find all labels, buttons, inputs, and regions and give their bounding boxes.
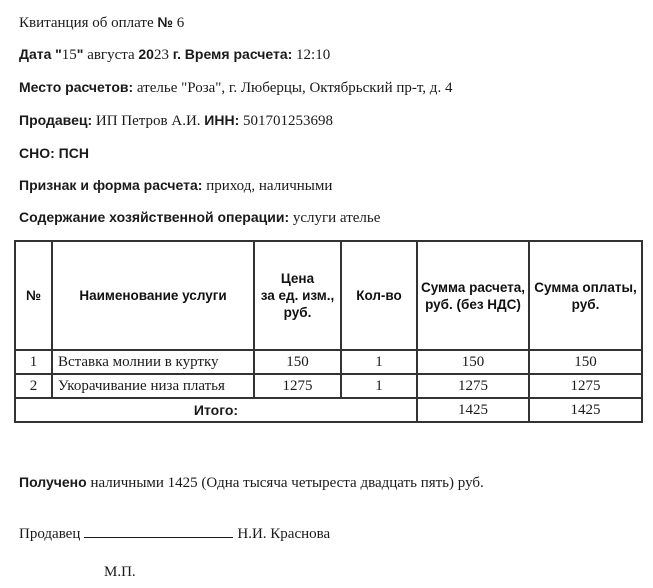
operation-value: услуги ателье — [292, 210, 381, 226]
received-label: Получено — [19, 474, 87, 490]
signature-label: Продавец — [19, 526, 81, 542]
cell-sum-paid: 1275 — [529, 374, 642, 398]
time-label: Время расчета: — [184, 46, 293, 62]
cell-qty: 1 — [341, 350, 417, 374]
date-line — [19, 45, 330, 64]
signature-field — [84, 523, 233, 538]
seller-value: ИП Петров А.И. — [95, 113, 201, 129]
date-day: "15" — [55, 46, 84, 63]
stamp-label: М.П. — [104, 564, 136, 580]
place-label: Место расчетов: — [19, 79, 134, 95]
title-prefix: Квитанция об оплате — [19, 15, 154, 31]
number-sign: № — [157, 14, 173, 30]
seller-label: Продавец: — [19, 112, 93, 128]
header-name: Наименование услуги — [52, 241, 254, 350]
table-header-row — [15, 241, 642, 350]
date-month: августа — [87, 47, 135, 63]
total-label: Итого: — [15, 398, 417, 422]
header-price: Цена за ед. изм., руб. — [254, 241, 341, 350]
payment-type-label: Признак и форма расчета: — [19, 177, 203, 193]
table-row — [15, 374, 642, 398]
cell-sum-calc: 150 — [417, 350, 529, 374]
seller-line — [19, 111, 333, 130]
tax-system-line — [19, 144, 89, 163]
payment-type-line — [19, 176, 332, 195]
cell-sum-paid: 150 — [529, 350, 642, 374]
header-sum-paid: Сумма оплаты, руб. — [529, 241, 642, 350]
total-sum-calc: 1425 — [417, 398, 529, 422]
header-qty: Кол-во — [341, 241, 417, 350]
date-year-suffix: г. — [172, 46, 182, 62]
operation-line — [19, 208, 380, 227]
signature-name: Н.И. Краснова — [237, 526, 331, 542]
services-table — [14, 240, 643, 423]
receipt-number: 6 — [176, 15, 185, 31]
payment-type-value: приход, наличными — [206, 178, 333, 194]
signature-line — [19, 523, 330, 543]
stamp-place — [104, 563, 136, 581]
operation-label: Содержание хозяйственной операции: — [19, 209, 290, 225]
date-label: Дата — [19, 46, 52, 62]
time-value: 12:10 — [296, 47, 331, 63]
place-value: ателье "Роза", г. Люберцы, Октябрьский пр-т, д. 4 — [136, 80, 453, 96]
cell-sum-calc: 1275 — [417, 374, 529, 398]
cell-name: Укорачивание низа платья — [52, 374, 254, 398]
inn-value: 501701253698 — [243, 113, 333, 129]
table-row — [15, 350, 642, 374]
cell-price: 1275 — [254, 374, 341, 398]
received-line — [19, 473, 484, 492]
cell-price: 150 — [254, 350, 341, 374]
receipt-title — [19, 13, 184, 32]
cell-name: Вставка молнии в куртку — [52, 350, 254, 374]
inn-label: ИНН: — [204, 112, 240, 128]
tax-system-label: СНО: ПСН — [19, 145, 89, 161]
cell-num: 2 — [15, 374, 52, 398]
header-num: № — [15, 241, 52, 350]
cell-num: 1 — [15, 350, 52, 374]
header-sum-calc: Сумма расчета, руб. (без НДС) — [417, 241, 529, 350]
place-line — [19, 78, 452, 97]
received-text: наличными 1425 (Одна тысяча четыреста двадцать пять) руб. — [90, 475, 484, 491]
table-total-row — [15, 398, 642, 422]
total-sum-paid: 1425 — [529, 398, 642, 422]
cell-qty: 1 — [341, 374, 417, 398]
date-year: 2023 — [138, 46, 169, 63]
